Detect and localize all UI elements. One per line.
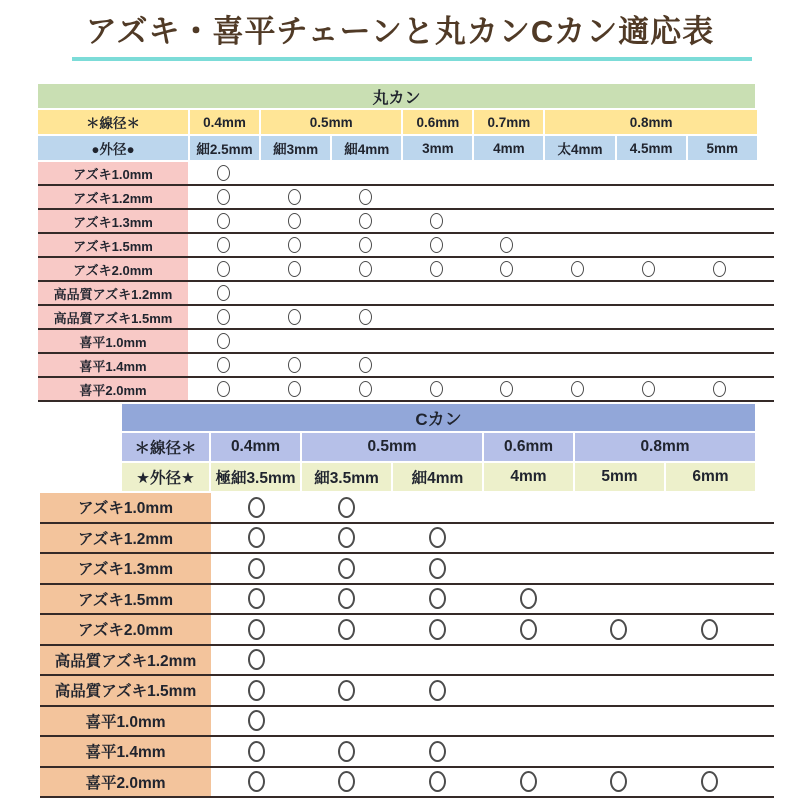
compat-cell: [330, 210, 401, 232]
compat-cell: [330, 354, 401, 376]
compat-cell: [401, 378, 472, 400]
compat-mark-circle: [359, 261, 372, 277]
compat-cell: [613, 330, 684, 352]
outer-diameter-value: 4mm: [484, 463, 573, 491]
compat-mark-circle: [429, 680, 446, 701]
outer-diameter-value: 4mm: [474, 136, 543, 160]
compat-cell: [472, 306, 543, 328]
compat-cell: [401, 210, 472, 232]
compat-mark-circle: [571, 261, 584, 277]
compat-cell: [574, 646, 665, 675]
compat-cell: [188, 234, 259, 256]
compat-cell: [392, 676, 483, 705]
row-label: アズキ1.0mm: [40, 493, 211, 522]
compat-mark-circle: [217, 309, 230, 325]
compat-cell: [664, 493, 755, 522]
compat-cell: [392, 707, 483, 736]
compat-cell: [472, 330, 543, 352]
compat-mark-circle: [288, 213, 301, 229]
compat-cell: [472, 282, 543, 304]
compat-mark-circle: [713, 261, 726, 277]
compat-cell: [211, 646, 302, 675]
compat-cell: [483, 554, 574, 583]
compat-cell: [574, 554, 665, 583]
title-block: [0, 12, 800, 52]
compat-cell: [392, 737, 483, 766]
compat-mark-circle: [248, 619, 265, 640]
outer-diameter-value: 細4mm: [332, 136, 401, 160]
compat-cell: [542, 330, 613, 352]
compat-cell: [684, 162, 755, 184]
compat-cell: [302, 768, 393, 797]
table-row: [38, 378, 774, 402]
compat-mark-circle: [288, 189, 301, 205]
compat-cell: [259, 258, 330, 280]
wire-diameter-value: 0.4mm: [190, 110, 259, 134]
compat-mark-circle: [520, 771, 537, 792]
compat-cell: [472, 258, 543, 280]
compat-cell: [392, 646, 483, 675]
compat-cell: [188, 186, 259, 208]
compat-mark-circle: [610, 619, 627, 640]
compat-mark-circle: [359, 309, 372, 325]
compat-cell: [302, 585, 393, 614]
table-title: 丸カン: [38, 84, 755, 108]
compat-mark-circle: [288, 357, 301, 373]
compat-cell: [613, 210, 684, 232]
compat-mark-circle: [248, 649, 265, 670]
compat-cell: [613, 306, 684, 328]
compat-cell: [302, 707, 393, 736]
row-label: アズキ1.3mm: [38, 210, 188, 232]
wire-diameter-value: 0.5mm: [261, 110, 401, 134]
compat-mark-circle: [500, 237, 513, 253]
compat-cell: [330, 186, 401, 208]
outer-diameter-value: 3mm: [403, 136, 472, 160]
compat-mark-circle: [217, 381, 230, 397]
compat-mark-circle: [288, 237, 301, 253]
outer-diameter-value: 太4mm: [545, 136, 614, 160]
outer-diameter-value: 細3mm: [261, 136, 330, 160]
table-row: [40, 493, 774, 524]
compat-cell: [664, 524, 755, 553]
compat-cell: [472, 210, 543, 232]
compat-cell: [401, 234, 472, 256]
compat-cell: [684, 282, 755, 304]
table-row: [40, 554, 774, 585]
compat-cell: [483, 493, 574, 522]
outer-diameter-value: 細3.5mm: [302, 463, 391, 491]
wire-diameter-header: ＊線径＊: [122, 433, 209, 461]
compat-cell: [542, 234, 613, 256]
outer-diameter-value: 細2.5mm: [190, 136, 259, 160]
compat-mark-circle: [338, 771, 355, 792]
compat-cell: [684, 330, 755, 352]
ckan-table: [40, 404, 774, 798]
compat-mark-circle: [429, 558, 446, 579]
title-underline: [72, 57, 752, 61]
table-row: [40, 524, 774, 555]
compat-cell: [401, 354, 472, 376]
compat-mark-circle: [288, 381, 301, 397]
compat-cell: [613, 282, 684, 304]
compat-mark-circle: [520, 619, 537, 640]
table-row: [38, 354, 774, 378]
compat-cell: [483, 646, 574, 675]
compat-mark-circle: [500, 381, 513, 397]
compat-cell: [401, 186, 472, 208]
compat-cell: [472, 378, 543, 400]
compat-cell: [401, 162, 472, 184]
row-label: アズキ1.0mm: [38, 162, 188, 184]
compat-mark-circle: [338, 588, 355, 609]
compat-mark-circle: [217, 165, 230, 181]
outer-diameter-value: 細4mm: [393, 463, 482, 491]
compat-cell: [188, 354, 259, 376]
compat-cell: [574, 585, 665, 614]
compat-cell: [330, 234, 401, 256]
compat-mark-circle: [338, 680, 355, 701]
compat-mark-circle: [713, 381, 726, 397]
table-row: [40, 737, 774, 768]
wire-diameter-value: 0.6mm: [484, 433, 573, 461]
compat-cell: [664, 676, 755, 705]
row-label: アズキ1.3mm: [40, 554, 211, 583]
compat-cell: [542, 282, 613, 304]
compat-cell: [483, 524, 574, 553]
marukan-table: [38, 84, 774, 402]
compat-mark-circle: [520, 588, 537, 609]
compat-cell: [259, 162, 330, 184]
compat-cell: [574, 768, 665, 797]
compat-cell: [684, 354, 755, 376]
compat-cell: [613, 162, 684, 184]
table-row: [38, 186, 774, 210]
compat-cell: [211, 676, 302, 705]
compat-cell: [664, 768, 755, 797]
table-row: [38, 330, 774, 354]
compat-cell: [211, 554, 302, 583]
compat-cell: [302, 737, 393, 766]
compat-cell: [211, 585, 302, 614]
compat-cell: [211, 493, 302, 522]
compat-mark-circle: [359, 357, 372, 373]
compat-cell: [211, 768, 302, 797]
compat-mark-circle: [248, 558, 265, 579]
row-label: 高品質アズキ1.2mm: [38, 282, 188, 304]
compat-mark-circle: [217, 285, 230, 301]
compat-cell: [483, 676, 574, 705]
compat-cell: [330, 258, 401, 280]
compat-cell: [302, 646, 393, 675]
wire-diameter-row: [122, 433, 774, 461]
row-label: アズキ2.0mm: [40, 615, 211, 644]
compat-mark-circle: [248, 497, 265, 518]
compat-cell: [259, 330, 330, 352]
outer-diameter-row: [38, 136, 774, 160]
table-title: Cカン: [122, 404, 755, 431]
outer-diameter-value: 5mm: [688, 136, 757, 160]
page-title: アズキ・喜平チェーンと丸カンCカン適応表: [85, 14, 715, 49]
compat-cell: [259, 234, 330, 256]
compat-cell: [401, 306, 472, 328]
compat-mark-circle: [248, 771, 265, 792]
compat-cell: [664, 707, 755, 736]
compat-cell: [613, 258, 684, 280]
table-row: [38, 210, 774, 234]
compat-cell: [401, 330, 472, 352]
compat-mark-circle: [288, 309, 301, 325]
wire-diameter-value: 0.8mm: [575, 433, 755, 461]
compat-cell: [188, 378, 259, 400]
compat-cell: [330, 330, 401, 352]
compat-cell: [613, 378, 684, 400]
row-label: 喜平1.0mm: [38, 330, 188, 352]
compat-mark-circle: [642, 261, 655, 277]
compat-mark-circle: [430, 381, 443, 397]
compat-cell: [330, 162, 401, 184]
row-label: アズキ1.5mm: [40, 585, 211, 614]
compat-cell: [259, 282, 330, 304]
compat-cell: [483, 585, 574, 614]
row-label: 喜平2.0mm: [38, 378, 188, 400]
compat-cell: [259, 186, 330, 208]
compat-mark-circle: [248, 527, 265, 548]
outer-diameter-header: ●外径●: [38, 136, 188, 160]
compat-cell: [574, 676, 665, 705]
compat-cell: [664, 585, 755, 614]
compat-mark-circle: [248, 741, 265, 762]
compat-cell: [302, 493, 393, 522]
wire-diameter-value: 0.7mm: [474, 110, 543, 134]
compat-cell: [472, 186, 543, 208]
compat-cell: [574, 615, 665, 644]
compat-mark-circle: [359, 189, 372, 205]
compat-cell: [392, 524, 483, 553]
compat-cell: [392, 585, 483, 614]
row-label: 喜平1.4mm: [40, 737, 211, 766]
compat-cell: [542, 258, 613, 280]
table-row: [40, 707, 774, 738]
compat-cell: [472, 162, 543, 184]
compat-cell: [483, 737, 574, 766]
compat-cell: [188, 330, 259, 352]
compat-cell: [302, 524, 393, 553]
compat-cell: [574, 737, 665, 766]
compat-cell: [259, 378, 330, 400]
compat-cell: [574, 493, 665, 522]
compat-cell: [613, 186, 684, 208]
compat-cell: [684, 210, 755, 232]
compat-cell: [664, 554, 755, 583]
compat-mark-circle: [701, 619, 718, 640]
compat-mark-circle: [430, 237, 443, 253]
wire-diameter-row: [38, 110, 774, 134]
compat-cell: [542, 378, 613, 400]
compat-mark-circle: [248, 588, 265, 609]
compat-cell: [472, 234, 543, 256]
row-label: 高品質アズキ1.5mm: [40, 676, 211, 705]
compat-cell: [684, 186, 755, 208]
table-row: [38, 258, 774, 282]
compat-mark-circle: [217, 357, 230, 373]
compat-mark-circle: [217, 213, 230, 229]
compat-cell: [211, 524, 302, 553]
compat-cell: [483, 768, 574, 797]
row-label: アズキ2.0mm: [38, 258, 188, 280]
compat-cell: [188, 210, 259, 232]
compat-mark-circle: [429, 741, 446, 762]
compat-cell: [483, 707, 574, 736]
compat-mark-circle: [248, 680, 265, 701]
compat-cell: [401, 282, 472, 304]
compat-cell: [401, 258, 472, 280]
compat-mark-circle: [701, 771, 718, 792]
table-row: [40, 646, 774, 677]
table-row: [40, 585, 774, 616]
table-row: [40, 615, 774, 646]
compat-cell: [542, 354, 613, 376]
compat-cell: [302, 615, 393, 644]
compat-cell: [684, 306, 755, 328]
compat-mark-circle: [610, 771, 627, 792]
outer-diameter-row: [122, 463, 774, 491]
compat-cell: [483, 615, 574, 644]
compat-cell: [574, 707, 665, 736]
compat-mark-circle: [217, 189, 230, 205]
compat-mark-circle: [429, 771, 446, 792]
compat-cell: [664, 615, 755, 644]
wire-diameter-value: 0.4mm: [211, 433, 300, 461]
compat-cell: [211, 707, 302, 736]
compat-cell: [664, 737, 755, 766]
wire-diameter-header: ＊線径＊: [38, 110, 188, 134]
compat-cell: [392, 493, 483, 522]
compat-cell: [542, 162, 613, 184]
table-row: [38, 306, 774, 330]
compat-cell: [684, 378, 755, 400]
wire-diameter-value: 0.8mm: [545, 110, 756, 134]
compat-mark-circle: [338, 741, 355, 762]
compat-cell: [330, 378, 401, 400]
table-row: [38, 282, 774, 306]
compat-mark-circle: [429, 527, 446, 548]
compat-cell: [392, 554, 483, 583]
compat-cell: [392, 615, 483, 644]
compat-cell: [188, 282, 259, 304]
compat-cell: [211, 737, 302, 766]
compat-cell: [302, 676, 393, 705]
wire-diameter-value: 0.5mm: [302, 433, 482, 461]
compat-cell: [613, 234, 684, 256]
table-row: [40, 768, 774, 799]
row-label: アズキ1.2mm: [40, 524, 211, 553]
compat-mark-circle: [359, 237, 372, 253]
compat-cell: [259, 354, 330, 376]
compat-mark-circle: [430, 213, 443, 229]
outer-diameter-value: 極細3.5mm: [211, 463, 300, 491]
outer-diameter-value: 6mm: [666, 463, 755, 491]
compat-cell: [188, 258, 259, 280]
compat-cell: [330, 282, 401, 304]
compat-mark-circle: [217, 261, 230, 277]
row-label: アズキ1.5mm: [38, 234, 188, 256]
outer-diameter-value: 4.5mm: [617, 136, 686, 160]
compat-cell: [188, 306, 259, 328]
compat-mark-circle: [571, 381, 584, 397]
compat-mark-circle: [217, 333, 230, 349]
compat-mark-circle: [338, 527, 355, 548]
compat-cell: [302, 554, 393, 583]
row-label: 喜平1.0mm: [40, 707, 211, 736]
compat-cell: [392, 768, 483, 797]
table-row: [40, 676, 774, 707]
outer-diameter-header: ★外径★: [122, 463, 209, 491]
compat-cell: [574, 524, 665, 553]
compat-cell: [330, 306, 401, 328]
compat-mark-circle: [248, 710, 265, 731]
compat-mark-circle: [217, 237, 230, 253]
compat-mark-circle: [288, 261, 301, 277]
compat-mark-circle: [429, 619, 446, 640]
compat-cell: [542, 186, 613, 208]
compat-mark-circle: [642, 381, 655, 397]
compat-cell: [259, 210, 330, 232]
compat-mark-circle: [338, 558, 355, 579]
wire-diameter-value: 0.6mm: [403, 110, 472, 134]
compat-cell: [472, 354, 543, 376]
compat-cell: [664, 646, 755, 675]
row-label: 高品質アズキ1.5mm: [38, 306, 188, 328]
row-label: 喜平2.0mm: [40, 768, 211, 797]
compat-cell: [684, 258, 755, 280]
compat-mark-circle: [430, 261, 443, 277]
row-label: アズキ1.2mm: [38, 186, 188, 208]
compat-mark-circle: [338, 497, 355, 518]
outer-diameter-value: 5mm: [575, 463, 664, 491]
compat-cell: [211, 615, 302, 644]
compat-mark-circle: [359, 213, 372, 229]
row-label: 高品質アズキ1.2mm: [40, 646, 211, 675]
compat-mark-circle: [359, 381, 372, 397]
compat-cell: [542, 210, 613, 232]
compat-cell: [542, 306, 613, 328]
table-row: [38, 234, 774, 258]
compat-mark-circle: [338, 619, 355, 640]
compat-cell: [259, 306, 330, 328]
compat-cell: [188, 162, 259, 184]
table-row: [38, 162, 774, 186]
compat-cell: [613, 354, 684, 376]
row-label: 喜平1.4mm: [38, 354, 188, 376]
compat-cell: [684, 234, 755, 256]
compat-mark-circle: [500, 261, 513, 277]
compat-mark-circle: [429, 588, 446, 609]
